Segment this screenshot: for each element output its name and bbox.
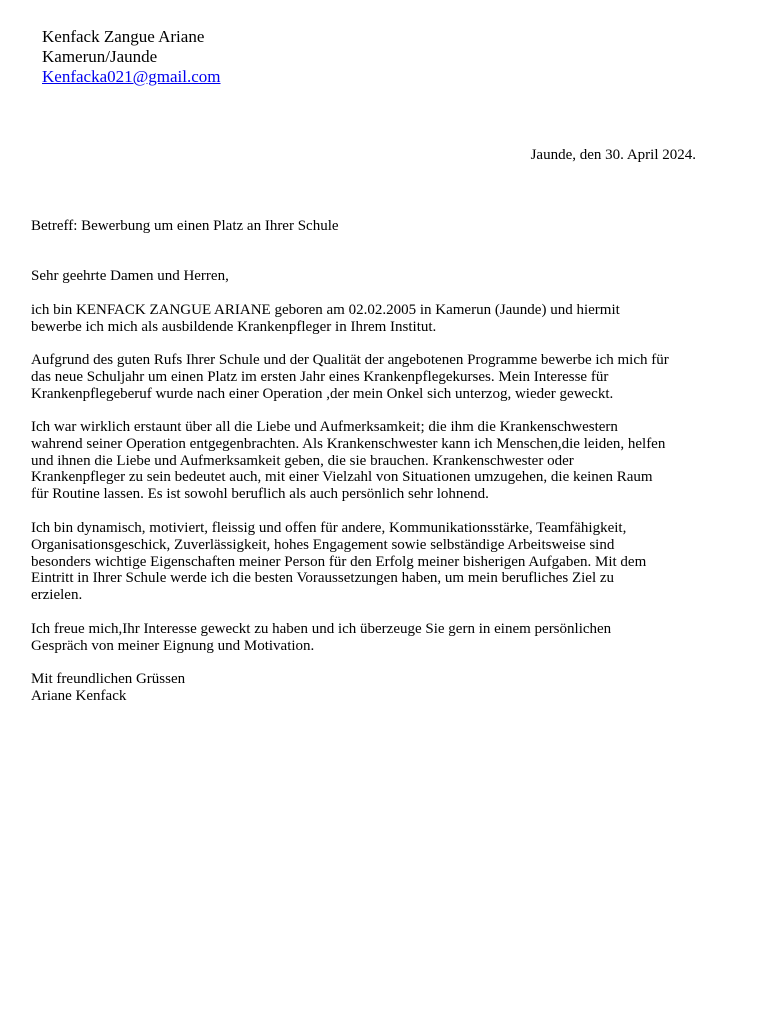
- paragraph-5: [31, 621, 701, 655]
- paragraph-line: Eintritt in Ihrer Schule werde ich die besten Voraussetzungen haben, um mein berufliches Ziel zu: [31, 570, 615, 587]
- paragraph-line: Krankenpflegeberuf wurde nach einer Operation ,der mein Onkel sich unterzog, wieder geweckt.: [31, 385, 614, 402]
- paragraph-line: Organisationsgeschick, Zuverlässigkeit, hohes Engagement sowie selbständige Arbeitsweise sind: [31, 536, 615, 553]
- paragraph-1: [31, 302, 701, 336]
- paragraph-line: Ich war wirklich erstaunt über all die Liebe und Aufmerksamkeit; die ihm die Krankenschwestern: [31, 419, 618, 435]
- paragraph-line: Aufgrund des guten Rufs Ihrer Schule und der Qualität der angebotenen Programme bewerbe ich mich für: [31, 352, 669, 368]
- signature-name: Ariane Kenfack: [31, 687, 127, 704]
- closing-block: [31, 671, 701, 705]
- paragraph-line: für Routine lassen. Es ist sowohl beruflich als auch persönlich sehr lohnend.: [31, 486, 489, 503]
- closing-salutation: Mit freundlichen Grüssen: [31, 671, 186, 687]
- sender-email-link[interactable]: Kenfacka021@gmail.com: [42, 67, 221, 86]
- paragraph-line: erzielen.: [31, 587, 83, 604]
- paragraph-line: Ich bin dynamisch, motiviert, fleissig und offen für andere, Kommunikationsstärke, Teamfähigkeit,: [31, 520, 627, 536]
- paragraph-line: und ihnen die Liebe und Aufmerksamkeit geben, die sie brauchen. Krankenschwester oder: [31, 452, 574, 469]
- paragraph-line: Gespräch von meiner Eignung und Motivation.: [31, 637, 315, 654]
- sender-location: Kamerun/Jaunde: [42, 47, 158, 66]
- date-line: Jaunde, den 30. April 2024.: [530, 147, 696, 163]
- paragraph-line: Krankenpfleger zu sein bedeutet auch, mit einer Vielzahl von Situationen umzugehen, die keinen Raum: [31, 469, 653, 486]
- paragraph-4: [31, 520, 701, 604]
- paragraph-3: [31, 419, 701, 503]
- paragraph-line: besonders wichtige Eigenschaften meiner Person für den Erfolg meiner bisherigen Aufgaben. Mit dem: [31, 553, 647, 570]
- paragraph-line: wahrend seiner Operation entgegenbrachten. Als Krankenschwester kann ich Menschen,die leiden, helfen: [31, 435, 666, 452]
- greeting: Sehr geehrte Damen und Herren,: [31, 268, 229, 284]
- paragraph-2: [31, 352, 701, 402]
- sender-block: [42, 27, 221, 87]
- paragraph-line: ich bin KENFACK ZANGUE ARIANE geboren am 02.02.2005 in Kamerun (Jaunde) und hiermit: [31, 302, 620, 318]
- paragraph-line: das neue Schuljahr um einen Platz im ersten Jahr eines Krankenpflegekurses. Mein Interesse für: [31, 368, 609, 385]
- paragraph-line: Ich freue mich,Ihr Interesse geweckt zu haben und ich überzeuge Sie gern in einem persönlichen: [31, 621, 612, 637]
- sender-name: Kenfack Zangue Ariane: [42, 27, 205, 46]
- paragraph-line: bewerbe ich mich als ausbildende Krankenpfleger in Ihrem Institut.: [31, 318, 437, 335]
- subject-line: Betreff: Bewerbung um einen Platz an Ihrer Schule: [31, 218, 339, 234]
